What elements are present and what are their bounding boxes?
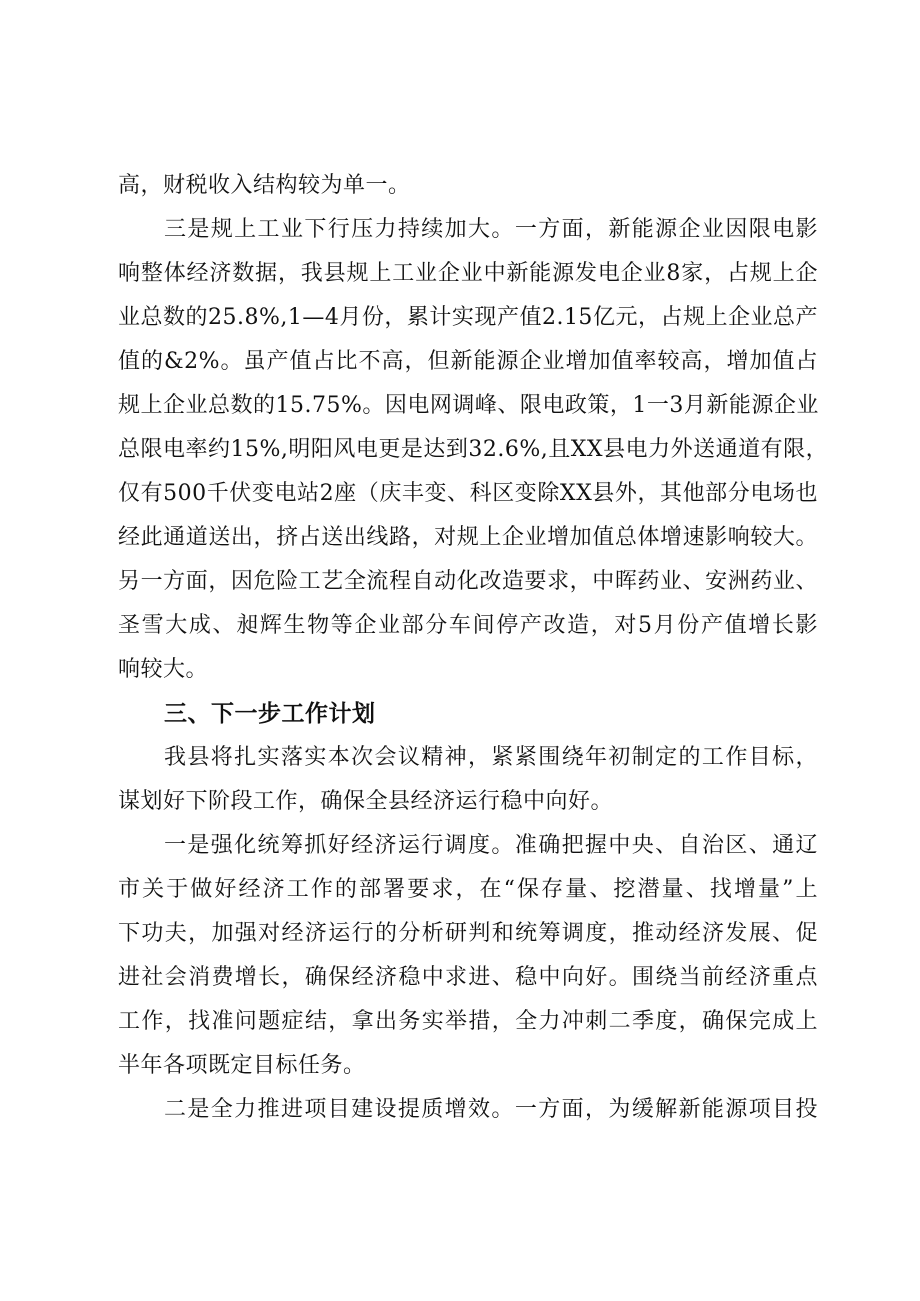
text-line: 进社会消费增长，确保经济稳中求进、稳中向好。围绕当前经济重点 [118,965,818,990]
text-line: 一是强化统筹抓好经济运行调度。准确把握中央、自治区、通辽 [164,833,818,858]
text-line: 半年各项既定目标任务。 [118,1053,366,1078]
text-line: 响整体经济数据，我县规上工业企业中新能源发电企业8家，占规上企 [118,261,818,286]
text-line: 总限电率约15%,明阳风电更是达到32.6%,且XX县电力外送通道有限， [118,437,829,462]
text-line: 业总数的25.8%,1—4月份，累计实现产值2.15亿元，占规上企业总产 [118,305,818,330]
text-line: 经此通道送出，挤占送出线路，对规上企业增加值总体增速影响较大。 [118,525,818,550]
text-line: 响较大。 [118,657,209,682]
text-line: 仅有500千伏变电站2座（庆丰变、科区变除XX县外，其他部分电场也 [118,481,818,506]
text-line: 下功夫，加强对经济运行的分析研判和统筹调度，推动经济发展、促 [118,921,818,946]
text-line: 市关于做好经济工作的部署要求，在“保存量、挖潜量、找增量”上 [118,877,818,902]
text-line: 谋划好下阶段工作，确保全县经济运行稳中向好。 [118,789,614,814]
text-line: 圣雪大成、昶辉生物等企业部分车间停产改造，对5月份产值增长影 [118,613,818,638]
text-line: 三是规上工业下行压力持续加大。一方面，新能源企业因限电影 [164,217,818,242]
text-line: 规上企业总数的15.75%。因电网调峰、限电政策，1一3月新能源企业 [118,393,819,418]
text-line: 值的&2%。虽产值占比不高，但新能源企业增加值率较高，增加值占 [118,349,818,374]
text-line: 我县将扎实落实本次会议精神，紧紧围绕年初制定的工作目标， [164,745,818,770]
text-line: 高，财税收入结构较为单一。 [118,173,411,198]
text-line: 工作，找准问题症结，拿出务实举措，全力冲刺二季度，确保完成上 [118,1009,818,1034]
text-line: 另一方面，因危险工艺全流程自动化改造要求，中晖药业、安洲药业、 [118,569,818,594]
text-line: 二是全力推进项目建设提质增效。一方面，为缓解新能源项目投 [164,1097,818,1122]
section-heading: 三、下一步工作计划 [164,701,376,727]
